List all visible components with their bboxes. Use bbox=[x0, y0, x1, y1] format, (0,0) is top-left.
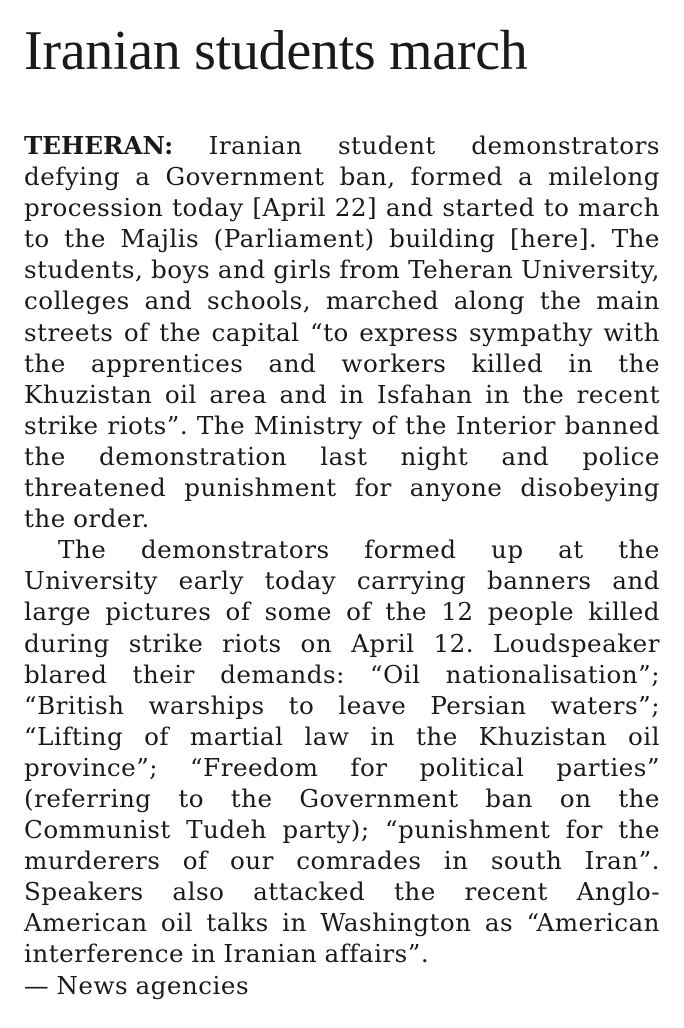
news-article bbox=[24, 18, 660, 1001]
article-paragraph-2: The demonstrators formed up at the University early today carrying banners and large pictures of some of the 12 people killed during strike riots on April 12. Loudspeaker blared their demands: “Oil nationalisation”; “British warships to leave Persian waters”; “Lifting of martial law in the Khuzistan oil province”; “Freedom for political parties” (referring to the Government ban on the Communist Tudeh party); “punishment for the murderers of our comrades in south Iran”. Speakers also attacked the recent Anglo-American oil talks in Washington as “American interference in Iranian affairs”. bbox=[24, 535, 660, 969]
article-paragraph-1 bbox=[24, 130, 660, 534]
article-headline: Iranian students march bbox=[24, 20, 528, 82]
article-credit: — News agencies bbox=[24, 970, 250, 1000]
article-dateline: TEHERAN: bbox=[24, 131, 174, 160]
paragraph-1-text: Iranian student demonstrators defying a Government ban, formed a milelong procession today [April 22] and started to march to the Majlis (Parliament) building [here]. The students, boys and girls from Teheran University, colleges and schools, marched along the main streets of the capital “to express sympathy with the apprentices and workers killed in the Khuzistan oil area and in Isfahan in the recent strike riots”. The Ministry of the Interior banned the demonstration last night and police threatened punishment for anyone disobeying the order. bbox=[24, 131, 660, 534]
